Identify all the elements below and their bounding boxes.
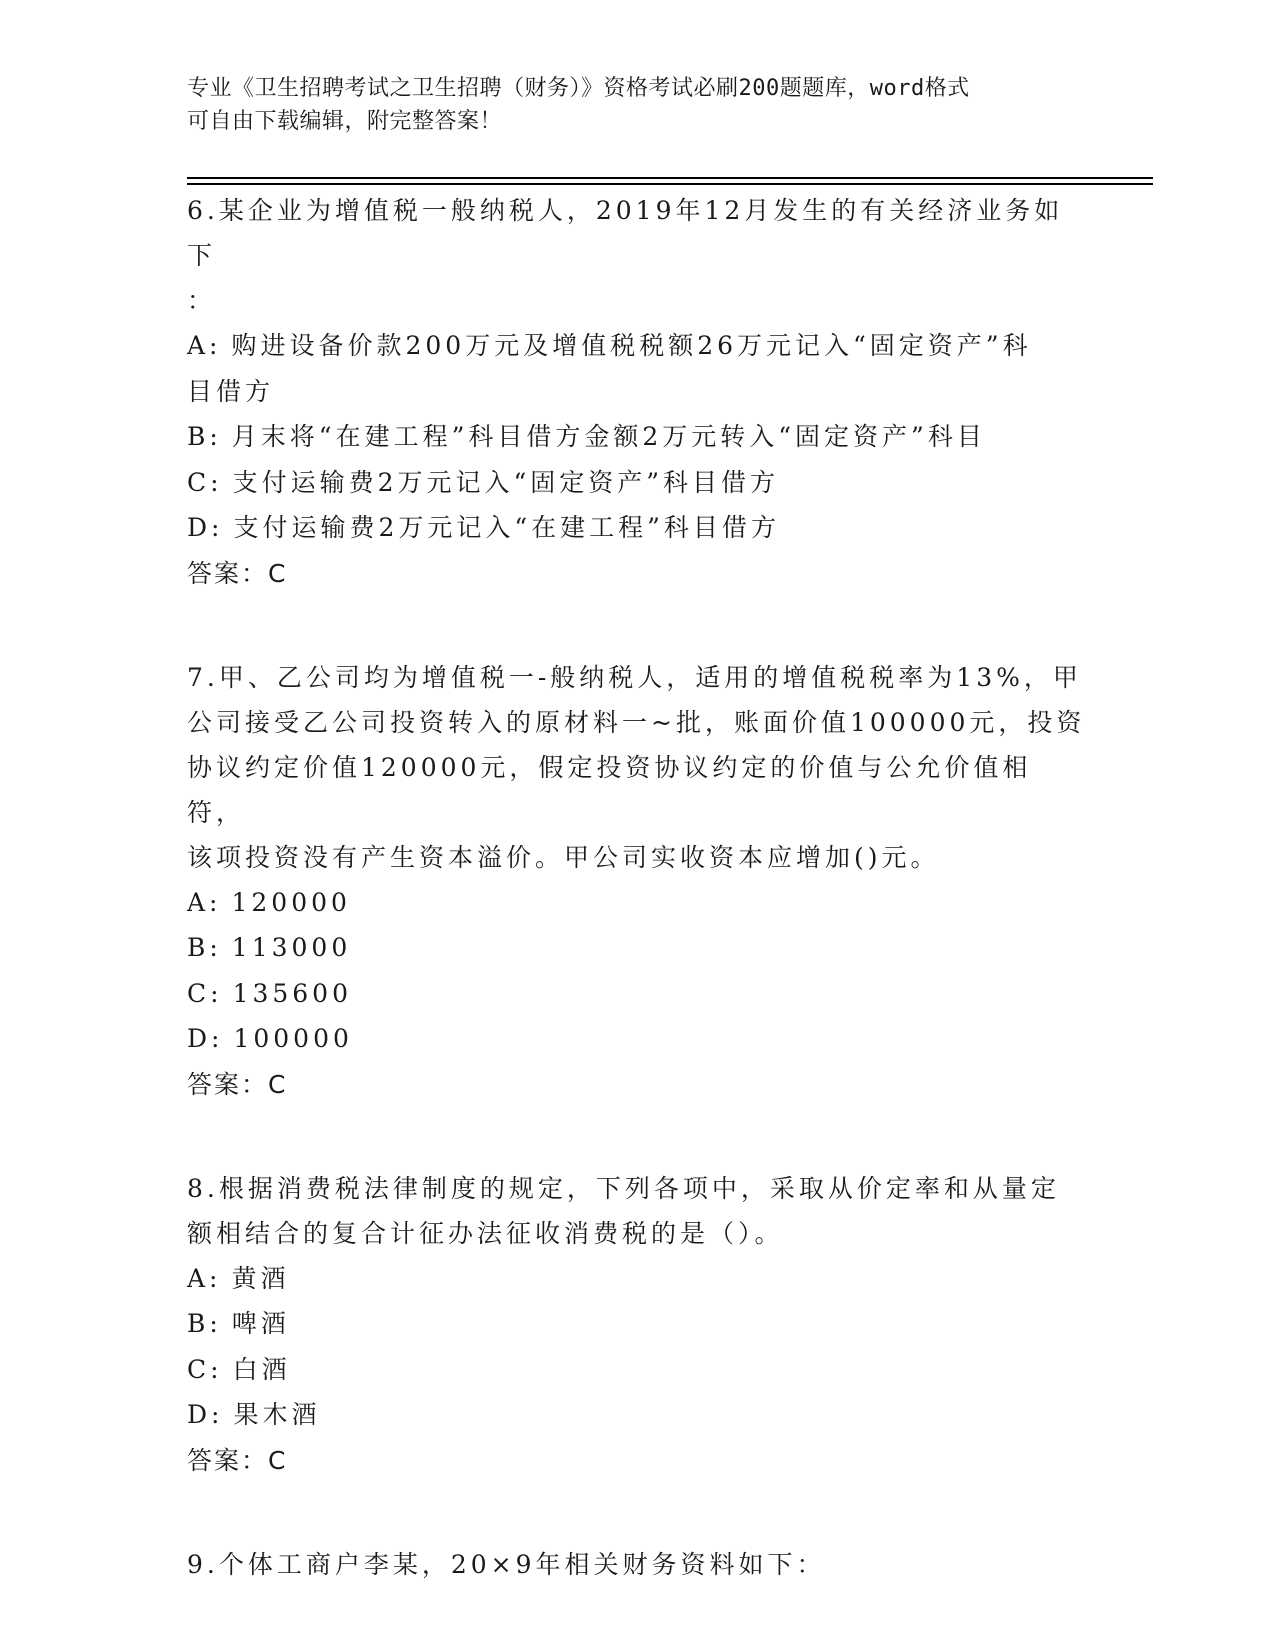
option-line — [187, 880, 1087, 926]
answer-line: 答案：C — [187, 1445, 288, 1475]
question-stem-line: 8.根据消费税法律制度的规定，下列各项中，采取从价定率和从量定 — [187, 1173, 1060, 1203]
option-line — [187, 1392, 1087, 1438]
option-key: D: — [187, 513, 224, 542]
question-block — [187, 1166, 1087, 1484]
option-line — [187, 505, 1087, 551]
question-stem-line: 6.某企业为增值税一般纳税人，2019年12月发生的有关经济业务如下 — [187, 196, 1064, 270]
answer-line: 答案：C — [187, 558, 288, 588]
option-key: B: — [187, 422, 222, 451]
document-header — [187, 72, 1067, 138]
option-text: 果木酒 — [233, 1400, 321, 1429]
header-line-1: 专业《卫生招聘考试之卫生招聘（财务）》资格考试必刷200题题库，word格式 — [187, 76, 970, 101]
answer-line: 答案：C — [187, 1069, 288, 1099]
option-text: 113000 — [231, 933, 352, 962]
question-list — [187, 188, 1087, 1645]
question-block — [187, 188, 1087, 597]
option-key: D: — [187, 1024, 224, 1053]
option-line — [187, 414, 1087, 460]
option-key: D: — [187, 1400, 224, 1429]
option-line — [187, 1256, 1087, 1302]
question-stem-line: 额相结合的复合计征办法征收消费税的是（）。 — [187, 1218, 784, 1248]
question-stem-line: 9.个体工商户李某，20×9年相关财务资料如下： — [187, 1549, 826, 1579]
question-stem-line: 该项投资没有产生资本溢价。甲公司实收资本应增加()元。 — [187, 842, 940, 872]
question-stem-line: 7.甲、乙公司均为增值税一-般纳税人，适用的增值税税率为13%，甲 — [187, 662, 1082, 692]
question-stem-line: 公司接受乙公司投资转入的原材料一~批，账面价值100000元，投资 — [187, 707, 1086, 737]
option-line — [187, 1301, 1087, 1347]
option-text: 啤酒 — [231, 1309, 290, 1338]
option-key: A: — [187, 887, 222, 917]
option-key: B: — [187, 933, 222, 962]
option-key: C: — [187, 978, 223, 1008]
option-line — [187, 1016, 1087, 1062]
option-key: C: — [187, 1354, 223, 1384]
option-text: 支付运输费2万元记入“在建工程”科目借方 — [233, 513, 780, 542]
option-line — [187, 369, 1087, 415]
question-stem-line: 协议约定价值120000元，假定投资协议约定的价值与公允价值相符， — [187, 752, 1032, 827]
option-text: 黄酒 — [231, 1263, 290, 1293]
option-line — [187, 1347, 1087, 1393]
option-text: 支付运输费2万元记入“固定资产”科目借方 — [232, 467, 780, 497]
option-text: 白酒 — [232, 1354, 291, 1384]
option-line — [187, 925, 1087, 971]
question-block — [187, 1542, 1087, 1587]
option-key: A: — [187, 1263, 222, 1293]
header-rule-top — [187, 177, 1153, 179]
question-block — [187, 655, 1087, 1108]
option-text: 135600 — [232, 978, 352, 1008]
option-text: 100000 — [233, 1024, 353, 1053]
option-line — [187, 460, 1087, 506]
option-text: 120000 — [231, 887, 351, 917]
question-stem-line: ： — [187, 286, 217, 315]
option-text: 月末将“在建工程”科目借方金额2万元转入“固定资产”科目 — [231, 422, 986, 451]
option-key: B: — [187, 1309, 222, 1338]
option-key: C: — [187, 467, 223, 497]
header-line-2: 可自由下载编辑，附完整答案！ — [187, 109, 503, 134]
header-rule-bottom — [187, 183, 1153, 185]
option-key: A: — [187, 331, 222, 360]
option-text: 购进设备价款200万元及增值税税额26万元记入“固定资产”科 — [231, 331, 1032, 360]
option-text: 目借方 — [187, 376, 275, 406]
option-line — [187, 971, 1087, 1017]
option-line — [187, 323, 1087, 369]
